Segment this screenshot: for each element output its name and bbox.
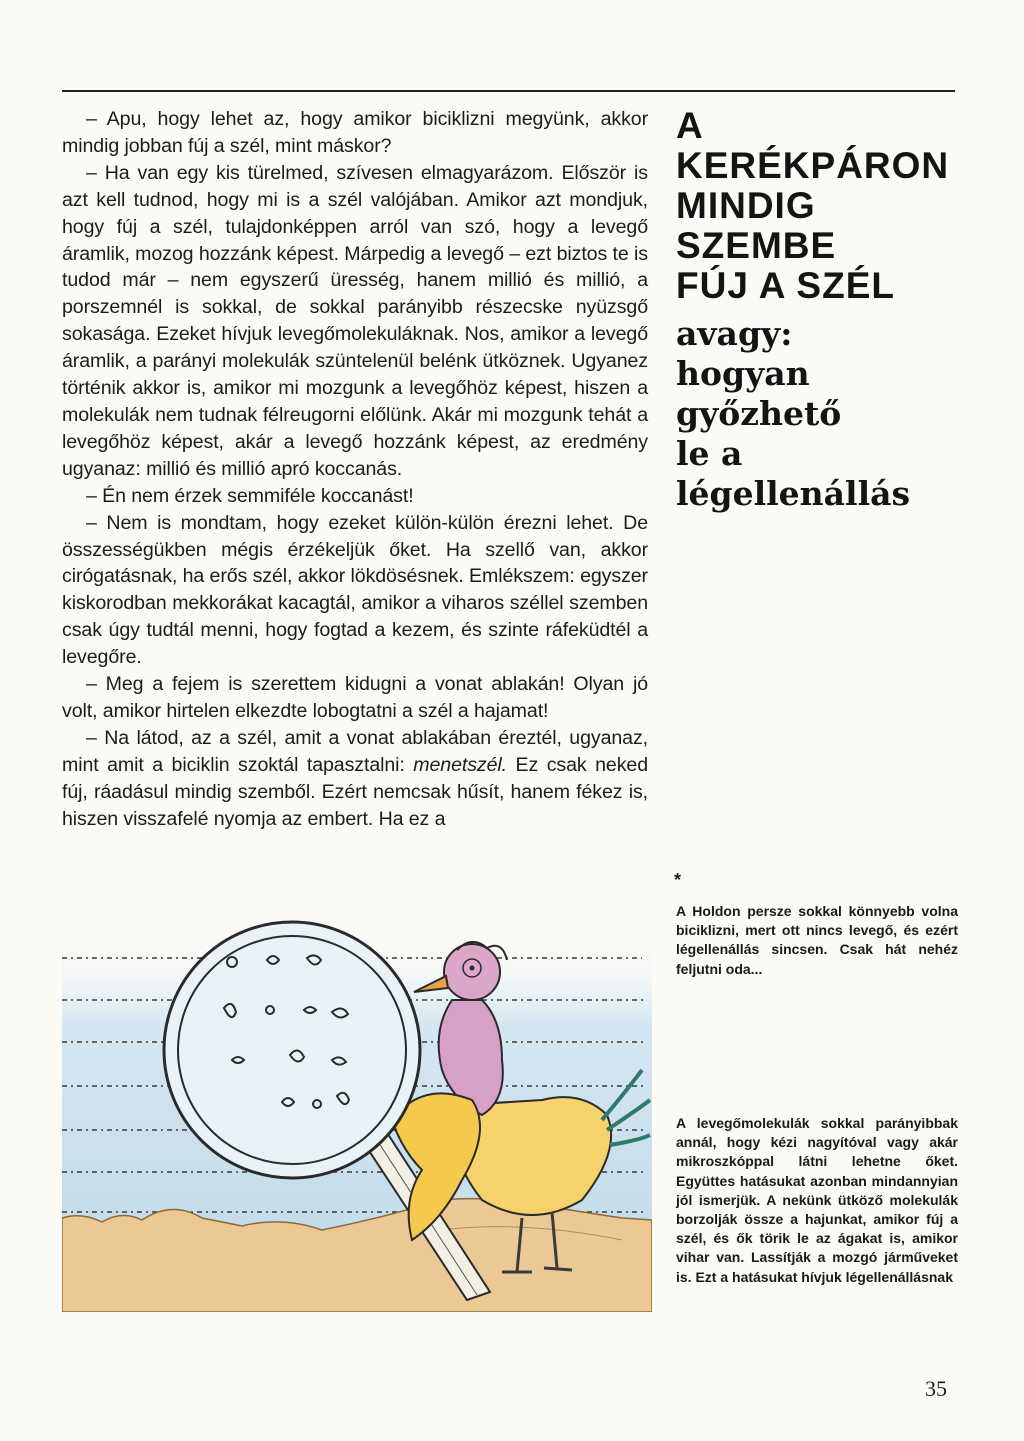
paragraph-6-italic: menetszél. [413, 753, 508, 776]
chapter-headline [676, 106, 966, 514]
magnifier-lens [164, 922, 420, 1178]
headline-line-6: le a légellenállás [676, 434, 911, 513]
headline-line-1: A KERÉKPÁRON [676, 105, 950, 186]
paragraph-3: – Én nem érzek semmiféle koccanást! [86, 484, 414, 507]
paragraph-6 [62, 725, 648, 833]
paragraph-1: – Apu, hogy lehet az, hogy amikor biciklizni megyünk, akkor mindig jobban fúj a szél, mint máskor? [62, 108, 648, 157]
paragraph-4: – Nem is mondtam, hogy ezeket külön-külön érezni lehet. De összességükben mégis érzékeljük őket. Ha szellő van, akkor cirógatásnak, ha erős szél, akkor lökdösésnek. Emlékszem: egyszer kiskorodban mekkorákat kacagtál, amikor a viharos széllel szemben csak úgy tudtál menni, hogy fogtad a kezem, és szinte ráfeküdtél a levegőre. [62, 511, 648, 669]
headline-line-3: FÚJ A SZÉL [676, 265, 895, 306]
footnote-asterisk: * [674, 870, 682, 890]
paragraph-5: – Meg a fejem is szerettem kidugni a vonat ablakán! Olyan jó volt, amikor hirtelen elkezdte lobogtatni a szél a hajamat! [62, 673, 648, 722]
magnifier-bird-illustration [62, 900, 652, 1312]
headline-line-2: MINDIG SZEMBE [676, 185, 837, 266]
caption-moon: A Holdon persze sokkal könnyebb volna biciklizni, mert ott nincs levegő, és ezért légellenállás sincsen. Csak hát nehéz feljutni oda... [676, 903, 958, 977]
main-text-column [62, 106, 648, 832]
top-rule [62, 90, 955, 92]
paragraph-6-end: Ez csak neked fúj, ráadásul mindig szemből. Ezért nemcsak hűsít, hanem fékez is, hiszen visszafelé nyomja az embert. Ha ez a [62, 753, 648, 830]
headline-line-4: avagy: [676, 314, 793, 353]
paragraph-2: – Ha van egy kis türelmed, szívesen elmagyarázom. Először is azt kell tudnod, hogy mi is a szél valójában. Amikor azt mondjuk, hogy fúj a szél, tulajdonképpen arról van szó, hogy a levegő áramlik, mozog hozzánk képest. Márpedig a levegő – ezt biztos te is tudod már – nem egyszerű üresség, hanem millió és millió, a porszemnél is sokkal, de sokkal parányibb részecske nyüzsgő sokasága. Ezeket hívjuk levegőmolekuláknak. Nos, amikor a levegő áramlik, a parányi molekulák szüntelenül belénk ütköznek. Ugyanez történik akkor is, amikor mi mozgunk a levegőhöz képest, hiszen a molekulák nem tudnak félreugorni előlünk. Akár mi mozgunk tehát a levegőhöz képest, akár a levegő hozzánk képest, az eredmény ugyanaz: millió és millió apró koccanás. [62, 161, 648, 480]
headline-line-5: hogyan győzhető [676, 354, 842, 433]
paragraph-6-start: – Na látod, az a szél, amit a vonat ablakában éreztél, ugyanaz, mint amit a biciklin szoktál tapasztalni: [62, 726, 648, 776]
caption-molecules: A levegőmolekulák sokkal parányibbak annál, hogy kézi nagyítóval vagy akár mikroszkóppal látni lehetne őket. Együttes hatásukat azonban mindannyian jól ismerjük. A nekünk ütköző molekulák borzolják össze a hajunkat, amikor fúj a szél, és ők törik le az ágakat is, amikor vihar van. Lassítják a mozgó járműveket is. Ezt a hatásukat hívjuk légellenállásnak [676, 1115, 958, 1285]
page-number: 35 [925, 1376, 947, 1401]
